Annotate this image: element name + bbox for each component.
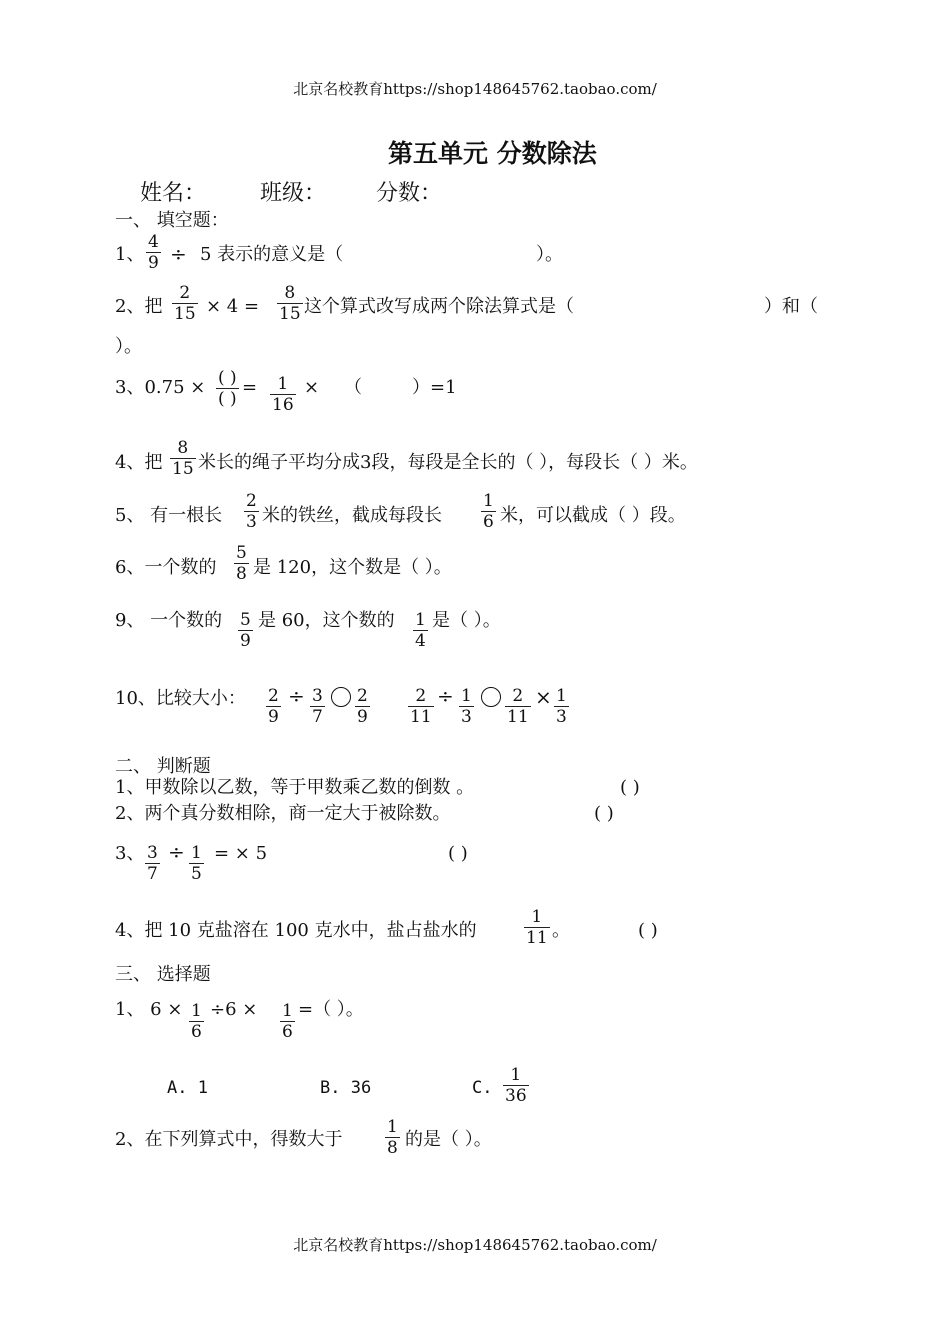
choice-q1-frac1-num: 1: [191, 1001, 202, 1021]
q9-frac1-den: 9: [240, 631, 251, 651]
q4-text: 米长的绳子平均分成3段，每段是全长的（ ），每段长（ ）米。: [198, 452, 698, 473]
q5-frac2-den: 6: [483, 512, 494, 532]
q3-frac1-num: ( ): [218, 368, 237, 388]
q9-frac1-num: 5: [240, 610, 251, 630]
q2-fraction-1: [172, 283, 198, 324]
q4-frac-num: 8: [177, 438, 189, 458]
q5-frac2-num: 1: [483, 491, 494, 511]
q2-wrap: ）。: [115, 336, 142, 357]
choice-q2-fraction: [385, 1117, 400, 1158]
choice-q1-option-c[interactable]: C.: [472, 1078, 493, 1098]
q6-fraction: [234, 543, 249, 584]
judge-q1-text: 1、甲数除以乙数，等于甲数乘乙数的倒数 。: [115, 777, 475, 798]
q4-fraction: [170, 438, 196, 479]
q9-frac2-num: 1: [415, 610, 426, 630]
q5-fraction-1: [244, 491, 259, 532]
choice-q2-end: 的是（ ）。: [405, 1129, 492, 1150]
q9-fraction-2: [413, 610, 428, 651]
q3-frac2-num: 1: [277, 374, 289, 394]
q10-g-den: 3: [556, 707, 567, 727]
choice-q1-fraction-1: [189, 1001, 204, 1042]
q5-text1: 米的铁丝，截成每段长: [262, 505, 442, 526]
page-header: 北京名校教育https://shop148645762.taobao.com/: [293, 80, 657, 98]
q2-mid: × 4 =: [206, 296, 260, 317]
q5-prefix: 5、 有一根长: [115, 505, 223, 526]
judge-q2-text: 2、两个真分数相除，商一定大于被除数。: [115, 803, 451, 824]
q10-e-num: 1: [461, 686, 472, 706]
q10-f-num: 2: [512, 686, 524, 706]
choice-q1-end: =（ ）。: [298, 999, 364, 1020]
q6-text: 是 120，这个数是（ ）。: [253, 557, 452, 578]
q10-frac-a: [266, 686, 281, 727]
judge-q3-fraction-2: [189, 843, 204, 884]
q3-paren: （: [344, 377, 362, 398]
q10-frac-e: [459, 686, 474, 727]
q9-prefix: 9、 一个数的: [115, 610, 223, 631]
choice-q1-frac1-den: 6: [191, 1022, 202, 1042]
name-label: 姓名：: [140, 181, 207, 206]
q2-frac2-den: 15: [279, 304, 301, 324]
choice-q1-option-b[interactable]: B. 36: [320, 1078, 372, 1098]
q1-end: ）。: [536, 244, 563, 265]
q9-text2: 是（ ）。: [432, 610, 501, 631]
q6-prefix: 6、一个数的: [115, 557, 217, 578]
judge-q4-frac-num: 1: [531, 907, 543, 927]
judge-q4-text: 4、把 10 克盐溶在 100 克水中，盐占盐水的: [115, 920, 477, 941]
section-choice-heading: 三、 选择题: [115, 964, 211, 985]
judge-q3-frac2-num: 1: [191, 843, 202, 863]
q3-times: ×: [304, 377, 320, 398]
q10-c-num: 2: [357, 686, 368, 706]
q10-b-num: 3: [312, 686, 323, 706]
q10-compare-circle-2[interactable]: [481, 687, 501, 707]
section-judge-heading: 二、 判断题: [115, 756, 211, 777]
q2-fraction-2: [277, 283, 303, 324]
q1-fraction: [146, 232, 161, 273]
choice-q2-prefix: 2、在下列算式中，得数大于: [115, 1129, 343, 1150]
choice-q2-frac-num: 1: [387, 1117, 398, 1137]
judge-q3-paren[interactable]: ( ): [448, 843, 468, 864]
choice-q1-c-den: 36: [505, 1086, 527, 1106]
page-footer: 北京名校教育https://shop148645762.taobao.com/: [293, 1236, 657, 1254]
q9-frac2-den: 4: [415, 631, 426, 651]
choice-q1-frac2-den: 6: [282, 1022, 293, 1042]
q10-frac-b: [310, 686, 325, 727]
q10-prefix: 10、比较大小：: [115, 688, 246, 709]
judge-q4-paren[interactable]: ( ): [638, 920, 658, 941]
q6-frac-num: 5: [236, 543, 247, 563]
q2-text: 这个算式改写成两个除法算式是（: [304, 296, 574, 317]
judge-q3-rest: = × 5: [214, 843, 268, 864]
q4-prefix: 4、把: [115, 452, 163, 473]
q10-d-den: 11: [410, 707, 432, 727]
q3-equals: =: [242, 377, 258, 398]
score-label: 分数：: [376, 181, 443, 206]
q6-frac-den: 8: [236, 564, 247, 584]
q10-a-num: 2: [268, 686, 279, 706]
class-label: 班级：: [260, 181, 327, 206]
q1-denominator: 9: [148, 253, 159, 273]
q1-prefix: 1、: [115, 244, 145, 265]
q5-frac1-num: 2: [246, 491, 257, 511]
choice-q1-frac2-num: 1: [282, 1001, 293, 1021]
q5-text2: 米，可以截成（ ）段。: [500, 505, 686, 526]
choice-q1-option-a[interactable]: A. 1: [167, 1078, 208, 1098]
q9-text1: 是 60，这个数的: [258, 610, 395, 631]
q10-frac-g: [554, 686, 569, 727]
q10-divide-1: ÷: [288, 684, 305, 708]
judge-q2-paren[interactable]: ( ): [594, 803, 614, 824]
q10-c-den: 9: [357, 707, 368, 727]
q2-frac2-num: 8: [284, 283, 296, 303]
q9-fraction-1: [238, 610, 253, 651]
q3-fraction-2: [270, 374, 296, 415]
q2-and: ）和（: [764, 296, 818, 317]
judge-q3-fraction-1: [145, 843, 160, 884]
q3-prefix: 3、0.75 ×: [115, 377, 206, 398]
q3-frac2-den: 16: [272, 395, 294, 415]
judge-q3-frac1-num: 3: [147, 843, 158, 863]
judge-q3-divide: ÷: [168, 840, 185, 864]
q2-frac1-num: 2: [179, 283, 191, 303]
q10-divide-2: ÷: [437, 684, 454, 708]
q10-f-den: 11: [507, 707, 529, 727]
choice-q1-mid: ÷6 ×: [210, 999, 258, 1020]
choice-q1-option-c-fraction: [503, 1065, 529, 1106]
q1-text: 5 表示的意义是（: [200, 244, 344, 265]
q1-divide-sign: ÷: [170, 242, 187, 266]
q4-frac-den: 15: [172, 459, 194, 479]
q5-fraction-2: [481, 491, 496, 532]
judge-q1-paren[interactable]: ( ): [620, 777, 640, 798]
q2-prefix: 2、把: [115, 296, 163, 317]
section-fill-blank-heading: 一、 填空题：: [115, 210, 229, 231]
q3-blank-fraction: [216, 368, 239, 409]
choice-q1-c-num: 1: [510, 1065, 522, 1085]
page-title: 第五单元 分数除法: [388, 139, 597, 168]
q10-a-den: 9: [268, 707, 279, 727]
q10-d-num: 2: [415, 686, 427, 706]
choice-q1-prefix: 1、 6 ×: [115, 999, 183, 1020]
q3-frac1-den: ( ): [218, 389, 237, 409]
q10-b-den: 7: [312, 707, 323, 727]
q10-frac-c: [355, 686, 370, 727]
judge-q3-prefix: 3、: [115, 843, 145, 864]
q10-times: ×: [535, 685, 552, 709]
q10-g-num: 1: [556, 686, 567, 706]
q10-frac-f: [505, 686, 531, 727]
judge-q3-frac1-den: 7: [147, 864, 158, 884]
q1-numerator: 4: [148, 232, 159, 252]
q2-frac1-den: 15: [174, 304, 196, 324]
q3-end: ）=1: [412, 377, 457, 398]
judge-q4-fraction: [524, 907, 550, 948]
choice-q2-frac-den: 8: [387, 1138, 398, 1158]
q10-e-den: 3: [461, 707, 472, 727]
q10-frac-d: [408, 686, 434, 727]
q5-frac1-den: 3: [246, 512, 257, 532]
q10-compare-circle-1[interactable]: [331, 687, 351, 707]
judge-q4-frac-den: 11: [526, 928, 548, 948]
choice-q1-fraction-2: [280, 1001, 295, 1042]
judge-q4-end: 。: [552, 920, 570, 941]
judge-q3-frac2-den: 5: [191, 864, 202, 884]
